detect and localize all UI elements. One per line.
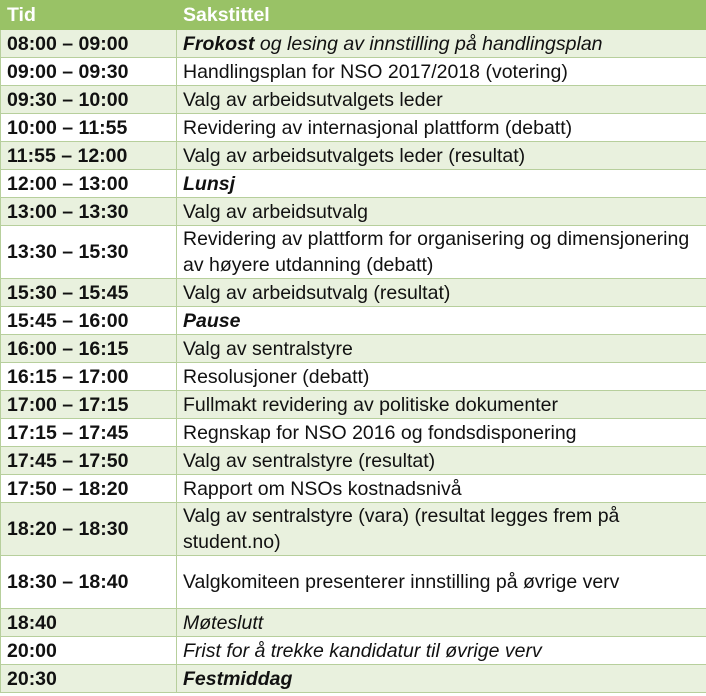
row-time: 18:30 – 18:40 <box>1 556 177 609</box>
row-title <box>177 556 706 609</box>
row-title-text: Valg av arbeidsutvalg (resultat) <box>183 281 451 304</box>
row-title <box>177 142 706 170</box>
row-time: 17:50 – 18:20 <box>1 475 177 503</box>
row-title-text: Regnskap for NSO 2016 og fondsdisponering <box>183 421 577 444</box>
row-title-text: Valgkomiteen presenterer innstilling på øvrige verv <box>183 571 620 593</box>
row-title <box>177 86 706 114</box>
row-time: 12:00 – 13:00 <box>1 170 177 198</box>
row-time: 11:55 – 12:00 <box>1 142 177 170</box>
row-time: 16:00 – 16:15 <box>1 335 177 363</box>
row-time: 18:20 – 18:30 <box>1 503 177 556</box>
row-title <box>177 170 706 198</box>
table-row <box>1 447 706 475</box>
row-title <box>177 637 706 665</box>
table-row <box>1 665 706 693</box>
row-time: 17:15 – 17:45 <box>1 419 177 447</box>
row-title-emphasis: Frokost <box>183 32 255 55</box>
row-title <box>177 419 706 447</box>
row-time: 15:45 – 16:00 <box>1 307 177 335</box>
table-row <box>1 198 706 226</box>
row-title-text: Møteslutt <box>183 611 264 634</box>
row-time: 20:00 <box>1 637 177 665</box>
row-title <box>177 665 706 693</box>
row-title-text: Valg av arbeidsutvalgets leder <box>183 88 443 111</box>
header-title: Sakstittel <box>177 1 706 30</box>
row-time: 18:40 <box>1 609 177 637</box>
row-title <box>177 609 706 637</box>
table-row <box>1 226 706 279</box>
row-time: 09:30 – 10:00 <box>1 86 177 114</box>
row-title-text: Valg av sentralstyre (resultat) <box>183 449 436 472</box>
row-time: 20:30 <box>1 665 177 693</box>
row-title <box>177 363 706 391</box>
row-title <box>177 503 706 556</box>
table-row <box>1 391 706 419</box>
row-title <box>177 307 706 335</box>
row-time: 09:00 – 09:30 <box>1 58 177 86</box>
row-time: 10:00 – 11:55 <box>1 114 177 142</box>
table-row <box>1 114 706 142</box>
row-time: 08:00 – 09:00 <box>1 30 177 58</box>
table-row <box>1 637 706 665</box>
row-title <box>177 58 706 86</box>
row-title-text: og lesing av innstilling på handlingsplan <box>254 32 603 55</box>
table-row <box>1 609 706 637</box>
table-row <box>1 279 706 307</box>
header-row <box>1 1 706 30</box>
row-time: 13:00 – 13:30 <box>1 198 177 226</box>
row-time: 15:30 – 15:45 <box>1 279 177 307</box>
table-row <box>1 335 706 363</box>
table-row <box>1 86 706 114</box>
row-title-text: Resolusjoner (debatt) <box>183 365 370 388</box>
row-title-text: Fullmakt revidering av politiske dokumenter <box>183 393 558 416</box>
row-title <box>177 226 706 279</box>
row-title-text: Handlingsplan for NSO 2017/2018 (votering) <box>183 60 568 83</box>
table-row <box>1 503 706 556</box>
row-title <box>177 475 706 503</box>
row-time: 17:00 – 17:15 <box>1 391 177 419</box>
row-title <box>177 335 706 363</box>
row-title <box>177 279 706 307</box>
row-title-emphasis: Lunsj <box>183 172 235 195</box>
header-time: Tid <box>1 1 177 30</box>
table-row <box>1 475 706 503</box>
table-row <box>1 363 706 391</box>
table-row <box>1 170 706 198</box>
row-title <box>177 198 706 226</box>
row-title-text: Revidering av plattform for organisering og dimensjonering av høyere utdanning (debatt) <box>183 228 690 276</box>
row-title-text: Frist for å trekke kandidatur til øvrige verv <box>183 639 542 662</box>
row-title-text: Valg av sentralstyre (vara) (resultat legges frem på student.no) <box>183 505 620 553</box>
row-title <box>177 114 706 142</box>
table-row <box>1 307 706 335</box>
row-title <box>177 30 706 58</box>
row-title-text: Valg av sentralstyre <box>183 337 353 360</box>
row-title-text: Rapport om NSOs kostnadsnivå <box>183 477 462 500</box>
row-time: 16:15 – 17:00 <box>1 363 177 391</box>
table-row <box>1 419 706 447</box>
table-row <box>1 556 706 609</box>
row-title-emphasis: Festmiddag <box>183 667 293 690</box>
table-row <box>1 142 706 170</box>
table-row <box>1 58 706 86</box>
row-time: 17:45 – 17:50 <box>1 447 177 475</box>
row-title <box>177 391 706 419</box>
row-title-emphasis: Pause <box>183 309 241 332</box>
row-time: 13:30 – 15:30 <box>1 226 177 279</box>
row-title <box>177 447 706 475</box>
row-title-text: Revidering av internasjonal plattform (debatt) <box>183 116 573 139</box>
agenda-body <box>1 30 706 693</box>
row-title-text: Valg av arbeidsutvalg <box>183 200 369 223</box>
table-row <box>1 30 706 58</box>
row-title-text: Valg av arbeidsutvalgets leder (resultat) <box>183 144 526 167</box>
